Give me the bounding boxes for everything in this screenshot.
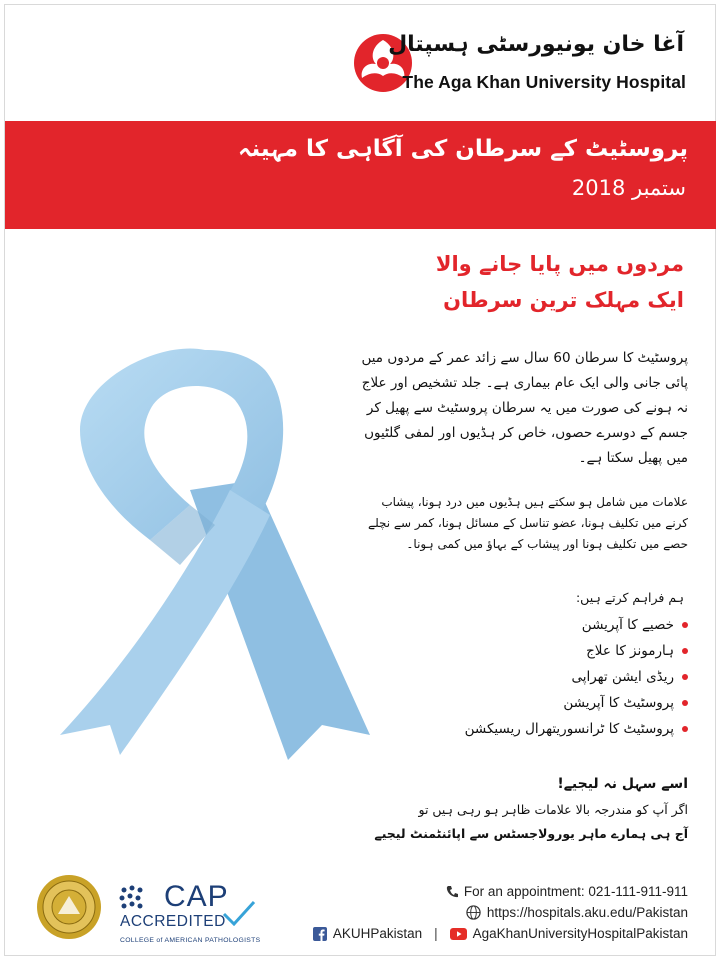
- services-list: [465, 612, 688, 742]
- separator: |: [434, 926, 438, 941]
- social-line: [313, 926, 688, 941]
- cta-line-3: آج ہی ہمارے ماہر یورولاجسٹس سے اپائنٹمنٹ لیجیے: [374, 826, 688, 841]
- headline-line-1: مردوں میں پایا جانے والا: [435, 252, 684, 276]
- checkmark-icon: [222, 900, 256, 926]
- services-title: ہم فراہم کرتے ہیں:: [575, 590, 684, 605]
- cta-line-2: اگر آپ کو مندرجہ بالا علامات ظاہر ہو رہی ہیں تو: [418, 802, 688, 817]
- bullet-icon: [682, 622, 688, 628]
- youtube-link[interactable]: AgaKhanUniversityHospitalPakistan: [472, 926, 688, 941]
- phone-icon: [446, 885, 458, 899]
- website-line: [466, 905, 688, 920]
- globe-icon: [466, 905, 481, 920]
- call-to-action: [374, 770, 688, 846]
- list-item: ہارمونز کا علاج: [465, 638, 688, 664]
- awareness-ribbon-image: [40, 340, 370, 760]
- cap-accredited-text: ACCREDITED: [120, 913, 226, 930]
- bullet-icon: [682, 648, 688, 654]
- banner-title: پروسٹیٹ کے سرطان کی آگاہی کا مہینہ: [237, 136, 688, 162]
- list-item: ریڈی ایشن تھراپی: [465, 664, 688, 690]
- banner-date: ستمبر 2018: [571, 176, 686, 200]
- appointment-text: For an appointment: 021-111-911-911: [463, 884, 688, 899]
- headline-line-2: ایک مہلک ترین سرطان: [443, 288, 684, 312]
- list-item: پروسٹیٹ کا ٹرانسوریتھرال ریسیکشن: [465, 716, 688, 742]
- bullet-icon: [682, 700, 688, 706]
- cap-logo-text: CAP: [164, 880, 229, 913]
- bullet-icon: [682, 674, 688, 680]
- cap-dots-icon: [118, 884, 162, 914]
- facebook-link[interactable]: AKUHPakistan: [332, 926, 423, 941]
- jci-seal-icon: [36, 874, 102, 940]
- list-item: خصیے کا آپریشن: [465, 612, 688, 638]
- intro-paragraph: پروسٹیٹ کا سرطان 60 سال سے زائد عمر کے مردوں میں پائی جانی والی ایک عام بیماری ہے۔ جلد تشخیص اور علاج نہ ہونے کی صورت میں یہ سرطان پروسٹیٹ سے پھیل کر جسم کے دوسرے حصوں، خاص کر ہڈیوں اور لمفی گلٹیوں میں پھیل سکتا ہے۔: [361, 350, 688, 466]
- cap-college-text: COLLEGE of AMERICAN PATHOLOGISTS: [120, 937, 261, 944]
- logo-english-text: The Aga Khan University Hospital: [402, 72, 686, 92]
- facebook-icon: [313, 927, 327, 941]
- website-link[interactable]: https://hospitals.aku.edu/Pakistan: [486, 905, 688, 920]
- appointment-line: [446, 884, 688, 899]
- cta-line-1: اسے سہل نہ لیجیے!: [557, 776, 688, 792]
- bullet-icon: [682, 726, 688, 732]
- symptoms-paragraph: علامات میں شامل ہو سکتے ہیں ہڈیوں میں درد ہونا، پیشاب کرنے میں تکلیف ہونا، عضو تناسل کے مسائل ہونا، کمر سے نچلے حصے میں تکلیف ہونا اور پیشاب کے بہاؤ میں کمی ہونا۔: [368, 495, 688, 551]
- logo-urdu-text: آغا خان یونیورسٹی ہسپتال: [388, 32, 684, 57]
- headline: [436, 246, 684, 318]
- youtube-icon: [450, 928, 467, 940]
- list-item: پروسٹیٹ کا آپریشن: [465, 690, 688, 716]
